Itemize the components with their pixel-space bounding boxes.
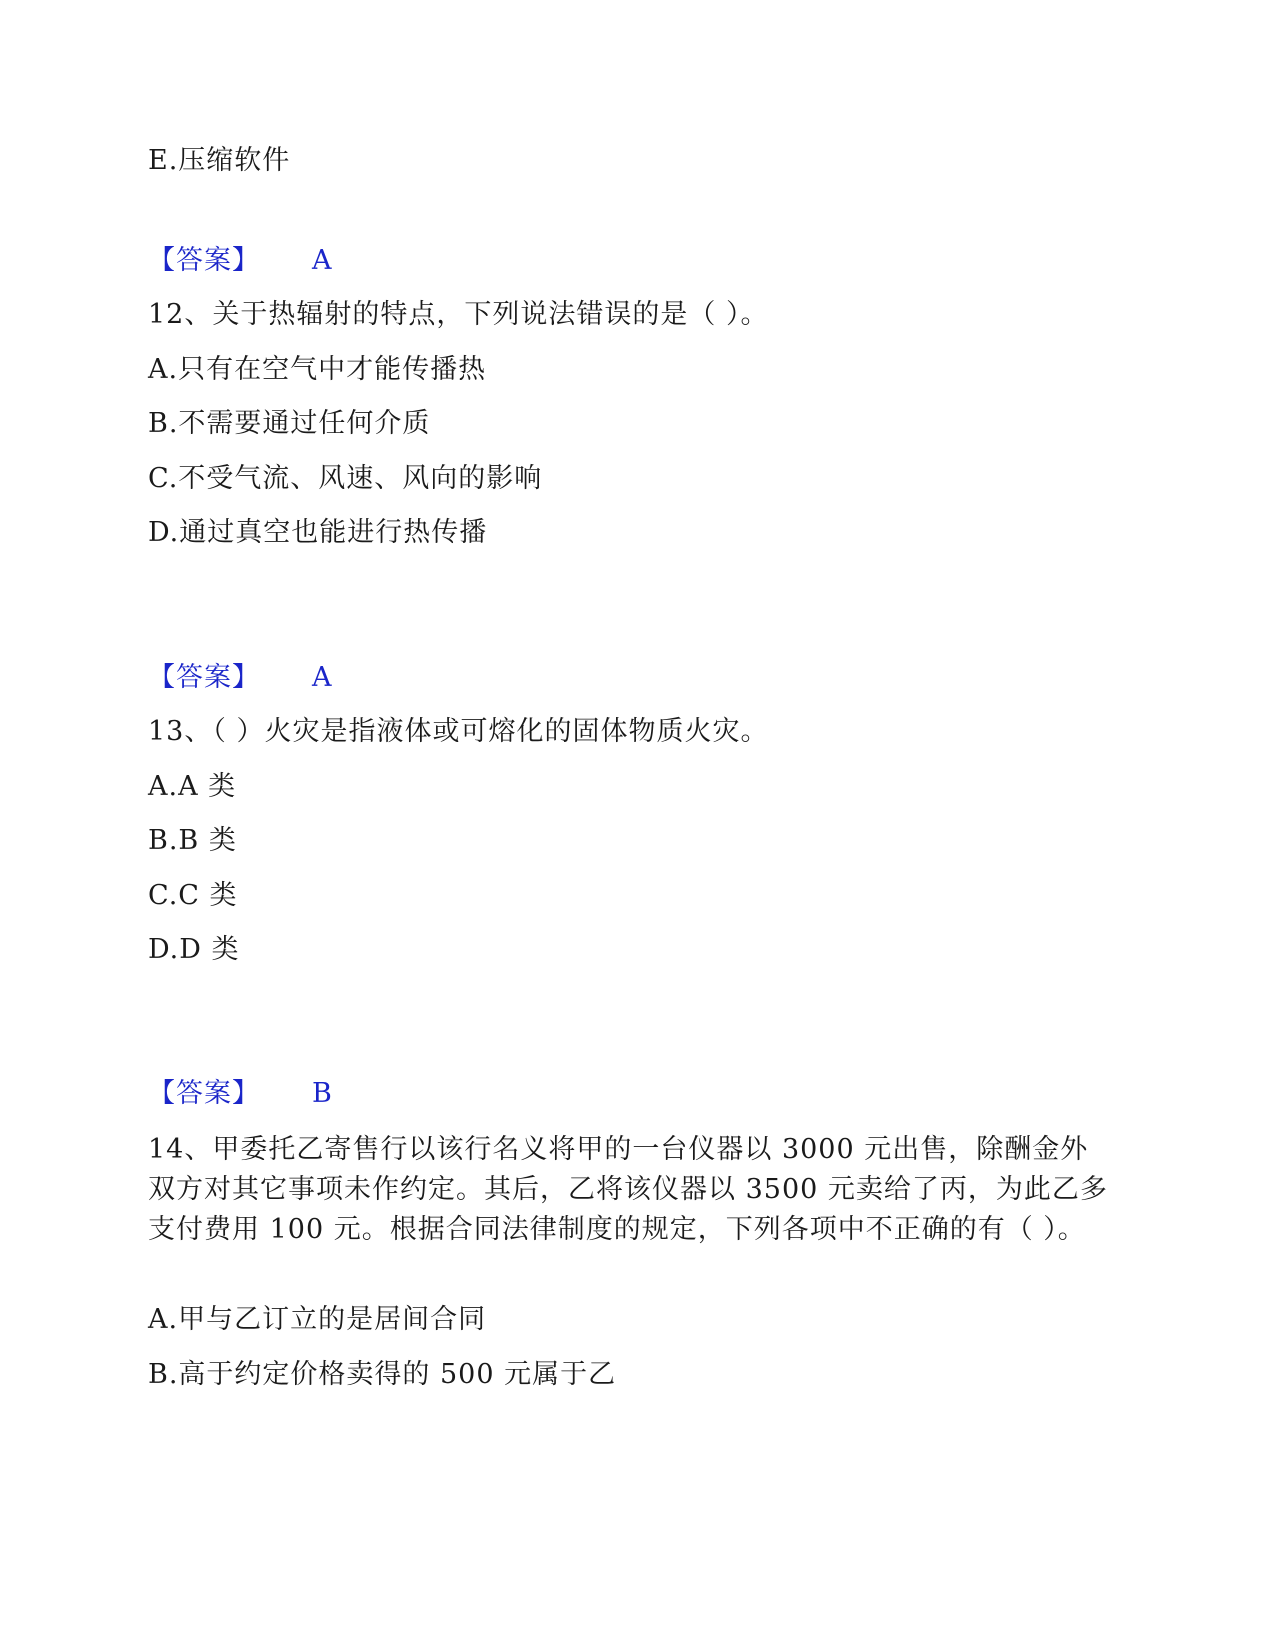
q11-answer <box>148 244 333 278</box>
q12-stem: 12、关于热辐射的特点，下列说法错误的是（ ）。 <box>148 299 769 330</box>
answer-label: 【答案】 <box>148 245 260 276</box>
q13-stem: 13、（ ）火灾是指液体或可熔化的固体物质火灾。 <box>148 716 769 747</box>
answer-value: A <box>312 662 333 693</box>
q13-option-a: A.A 类 <box>148 771 237 802</box>
q12-answer <box>148 661 333 695</box>
q12-option-a: A.只有在空气中才能传播热 <box>148 354 487 385</box>
q12-option-b: B.不需要通过任何介质 <box>148 408 431 439</box>
answer-label: 【答案】 <box>148 662 260 693</box>
q14-option-a: A.甲与乙订立的是居间合同 <box>148 1304 487 1335</box>
answer-label: 【答案】 <box>148 1078 260 1109</box>
q12-option-c: C.不受气流、风速、风向的影响 <box>148 463 543 494</box>
q14-option-b: B.高于约定价格卖得的 500 元属于乙 <box>148 1359 617 1390</box>
q13-option-d: D.D 类 <box>148 934 240 965</box>
q13-answer <box>148 1077 333 1111</box>
q14-stem: 14、甲委托乙寄售行以该行名义将甲的一台仪器以 3000 元出售，除酬金外双方对其它事项未作约定。其后，乙将该仪器以 3500 元卖给了丙，为此乙多支付费用 100 元。根据合同法律制度的规定，下列各项中不正确的有（ ）。 <box>148 1134 1108 1245</box>
answer-value: A <box>312 245 333 276</box>
q13-option-c: C.C 类 <box>148 880 238 911</box>
q11-option-e: E.压缩软件 <box>148 145 291 176</box>
q13-option-b: B.B 类 <box>148 825 237 856</box>
answer-value: B <box>312 1078 333 1109</box>
q12-option-d: D.通过真空也能进行热传播 <box>148 517 488 548</box>
